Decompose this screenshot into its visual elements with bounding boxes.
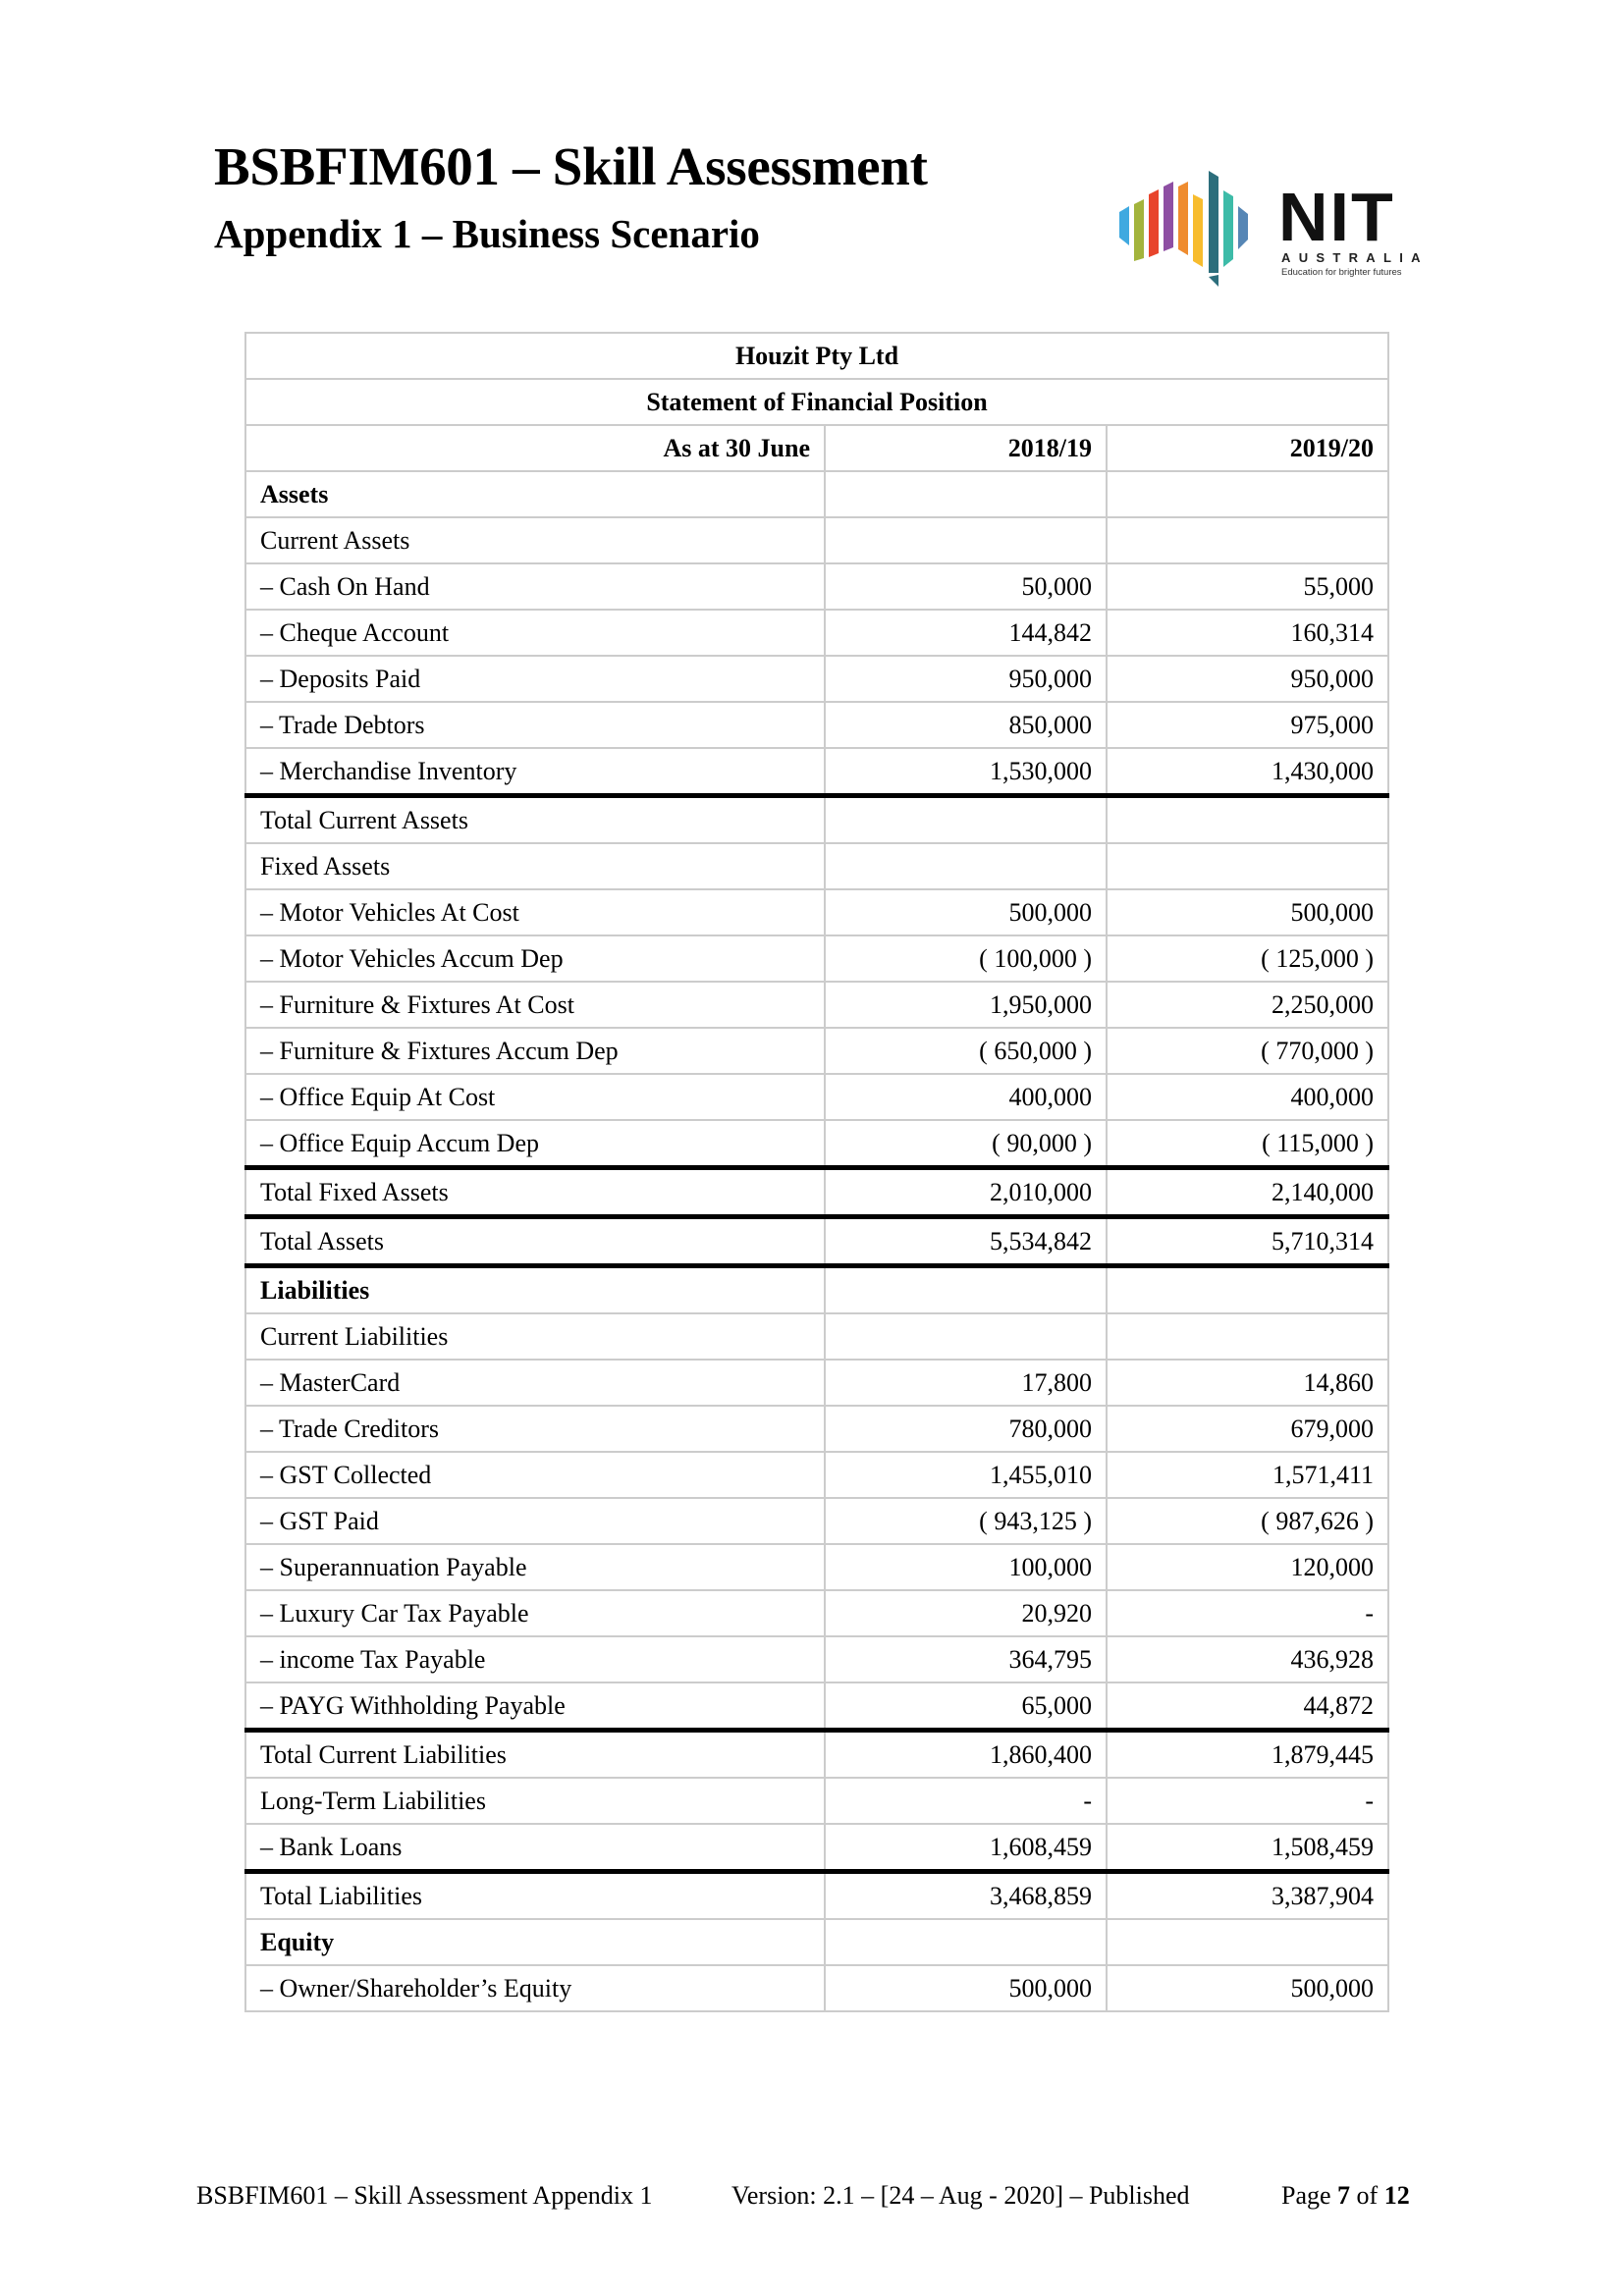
row-label: – Motor Vehicles At Cost [245,889,825,935]
value-2019-20: 160,314 [1107,610,1388,656]
footer-page-prefix: Page [1281,2181,1338,2210]
row-label: – MasterCard [245,1360,825,1406]
document-subtitle: Appendix 1 – Business Scenario [214,211,760,256]
value-2018-19: - [825,1778,1107,1824]
value-2019-20: ( 125,000 ) [1107,935,1388,982]
value-2019-20: 436,928 [1107,1636,1388,1682]
row-label: – Luxury Car Tax Payable [245,1590,825,1636]
table-row [245,1965,1388,2011]
table-row [245,889,1388,935]
footer-version: Version: 2.1 – [24 – Aug - 2020] – Published [731,2181,1190,2210]
value-2019-20 [1107,471,1388,517]
table-row [245,563,1388,610]
value-2018-19: ( 100,000 ) [825,935,1107,982]
row-label: Total Liabilities [245,1872,825,1920]
value-2018-19: 20,920 [825,1590,1107,1636]
row-label: – Merchandise Inventory [245,748,825,796]
footer-page-current: 7 [1337,2181,1351,2210]
row-label: – Trade Creditors [245,1406,825,1452]
value-2018-19: 780,000 [825,1406,1107,1452]
table-row [245,1217,1388,1266]
statement-of-financial-position-table [244,332,1389,2012]
value-2019-20: - [1107,1778,1388,1824]
footer-page-total: 12 [1383,2181,1410,2210]
table-row [245,1452,1388,1498]
table-row [245,1682,1388,1731]
value-2019-20: 1,879,445 [1107,1731,1388,1779]
value-2018-19: 17,800 [825,1360,1107,1406]
column-header-date: As at 30 June [245,425,825,471]
row-label: Total Fixed Assets [245,1168,825,1217]
table-row [245,610,1388,656]
value-2019-20 [1107,1313,1388,1360]
value-2019-20: 1,508,459 [1107,1824,1388,1872]
value-2019-20 [1107,1919,1388,1965]
value-2018-19: 50,000 [825,563,1107,610]
table-row [245,1778,1388,1824]
value-2018-19: ( 90,000 ) [825,1120,1107,1168]
row-label: – Superannuation Payable [245,1544,825,1590]
table-row [245,1824,1388,1872]
value-2018-19: 400,000 [825,1074,1107,1120]
table-row [245,1590,1388,1636]
table-row [245,1313,1388,1360]
table-row [245,1544,1388,1590]
value-2019-20: 950,000 [1107,656,1388,702]
column-header-row [245,425,1388,471]
nit-australia-logo [1117,165,1432,291]
table-row [245,1120,1388,1168]
table-row [245,1168,1388,1217]
table-row [245,843,1388,889]
value-2018-19: 500,000 [825,889,1107,935]
company-row [245,333,1388,379]
row-label: Total Current Liabilities [245,1731,825,1779]
table-row [245,1872,1388,1920]
value-2019-20: ( 770,000 ) [1107,1028,1388,1074]
document-title: BSBFIM601 – Skill Assessment [214,136,928,196]
value-2018-19: ( 943,125 ) [825,1498,1107,1544]
row-label: – Motor Vehicles Accum Dep [245,935,825,982]
value-2018-19: 500,000 [825,1965,1107,2011]
table-row [245,748,1388,796]
row-label: Long-Term Liabilities [245,1778,825,1824]
row-label: – GST Paid [245,1498,825,1544]
table-row [245,1919,1388,1965]
value-2018-19: 3,468,859 [825,1872,1107,1920]
value-2018-19 [825,1919,1107,1965]
value-2019-20: 14,860 [1107,1360,1388,1406]
value-2018-19 [825,843,1107,889]
row-label: – income Tax Payable [245,1636,825,1682]
value-2019-20 [1107,843,1388,889]
value-2019-20: 500,000 [1107,1965,1388,2011]
row-label: Current Assets [245,517,825,563]
table-row [245,1028,1388,1074]
logo-wordmark: NIT [1278,179,1395,255]
row-label: Equity [245,1919,825,1965]
value-2018-19: ( 650,000 ) [825,1028,1107,1074]
table-row [245,796,1388,844]
logo-country: AUSTRALIA [1281,250,1429,265]
row-label: – Furniture & Fixtures At Cost [245,982,825,1028]
row-label: Current Liabilities [245,1313,825,1360]
value-2018-19: 1,860,400 [825,1731,1107,1779]
row-label: – Bank Loans [245,1824,825,1872]
value-2019-20: 1,571,411 [1107,1452,1388,1498]
value-2019-20: 44,872 [1107,1682,1388,1731]
value-2019-20 [1107,517,1388,563]
row-label: – Cheque Account [245,610,825,656]
value-2019-20: 1,430,000 [1107,748,1388,796]
table-row [245,1266,1388,1314]
row-label: Total Assets [245,1217,825,1266]
table-row [245,1498,1388,1544]
value-2019-20: 500,000 [1107,889,1388,935]
row-label: – GST Collected [245,1452,825,1498]
value-2019-20: - [1107,1590,1388,1636]
row-label: – Cash On Hand [245,563,825,610]
row-label: Fixed Assets [245,843,825,889]
column-header-2019-20: 2019/20 [1107,425,1388,471]
value-2018-19 [825,1313,1107,1360]
column-header-2018-19: 2018/19 [825,425,1107,471]
value-2019-20: 2,140,000 [1107,1168,1388,1217]
value-2019-20: 679,000 [1107,1406,1388,1452]
table-row [245,702,1388,748]
value-2019-20: 120,000 [1107,1544,1388,1590]
statement-title: Statement of Financial Position [245,379,1388,425]
row-label: – Office Equip Accum Dep [245,1120,825,1168]
footer-page-number [1281,2181,1410,2211]
table-row [245,1360,1388,1406]
value-2018-19: 1,608,459 [825,1824,1107,1872]
statement-title-row [245,379,1388,425]
value-2019-20: 55,000 [1107,563,1388,610]
row-label: Liabilities [245,1266,825,1314]
row-label: – Office Equip At Cost [245,1074,825,1120]
value-2018-19 [825,796,1107,844]
value-2019-20 [1107,796,1388,844]
value-2018-19: 950,000 [825,656,1107,702]
value-2018-19: 1,530,000 [825,748,1107,796]
company-name: Houzit Pty Ltd [245,333,1388,379]
row-label: – PAYG Withholding Payable [245,1682,825,1731]
row-label: – Owner/Shareholder’s Equity [245,1965,825,2011]
footer-page-of: of [1350,2181,1384,2210]
table-row [245,471,1388,517]
value-2018-19: 144,842 [825,610,1107,656]
row-label: Assets [245,471,825,517]
table-row [245,935,1388,982]
value-2019-20: 2,250,000 [1107,982,1388,1028]
row-label: – Furniture & Fixtures Accum Dep [245,1028,825,1074]
value-2018-19: 100,000 [825,1544,1107,1590]
table-row [245,517,1388,563]
value-2018-19: 850,000 [825,702,1107,748]
table-row [245,656,1388,702]
table-row [245,1636,1388,1682]
value-2019-20 [1107,1266,1388,1314]
value-2019-20: 3,387,904 [1107,1872,1388,1920]
table-row [245,1074,1388,1120]
value-2018-19 [825,517,1107,563]
value-2018-19: 364,795 [825,1636,1107,1682]
value-2019-20: ( 987,626 ) [1107,1498,1388,1544]
table-row [245,1406,1388,1452]
value-2019-20: 975,000 [1107,702,1388,748]
row-label: Total Current Assets [245,796,825,844]
value-2019-20: 5,710,314 [1107,1217,1388,1266]
logo-tagline: Education for brighter futures [1281,267,1402,278]
table-row [245,1731,1388,1779]
value-2018-19: 2,010,000 [825,1168,1107,1217]
australia-bars-logo-icon [1117,165,1265,289]
table-row [245,982,1388,1028]
value-2018-19 [825,471,1107,517]
footer-document-name: BSBFIM601 – Skill Assessment Appendix 1 [196,2181,653,2210]
value-2019-20: ( 115,000 ) [1107,1120,1388,1168]
row-label: – Deposits Paid [245,656,825,702]
value-2018-19 [825,1266,1107,1314]
value-2018-19: 1,455,010 [825,1452,1107,1498]
value-2018-19: 65,000 [825,1682,1107,1731]
value-2018-19: 5,534,842 [825,1217,1107,1266]
row-label: – Trade Debtors [245,702,825,748]
value-2019-20: 400,000 [1107,1074,1388,1120]
value-2018-19: 1,950,000 [825,982,1107,1028]
